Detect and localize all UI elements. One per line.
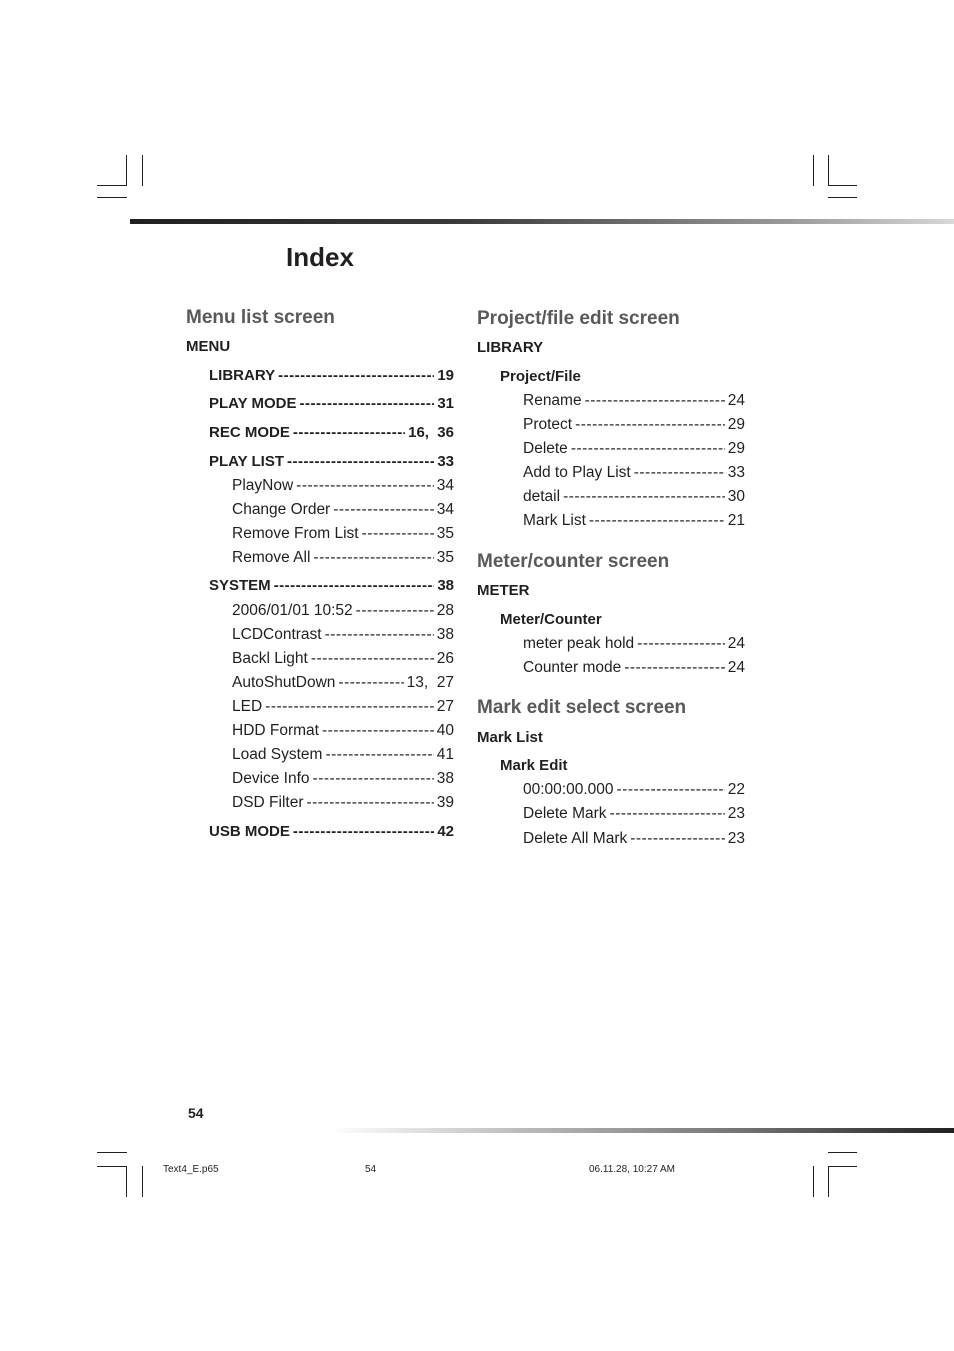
- crop-mark: [828, 155, 829, 186]
- index-entry: [232, 626, 454, 644]
- entry-label: Remove All: [232, 549, 311, 566]
- entry-page: 38: [436, 770, 454, 787]
- category-menu: MENU: [186, 338, 231, 355]
- entry-page: 24: [727, 635, 745, 652]
- entry-label: 2006/01/01 10:52: [232, 602, 353, 619]
- entry-label: Change Order: [232, 501, 331, 518]
- entry-label: Counter mode: [523, 659, 622, 676]
- category-library: LIBRARY: [477, 339, 544, 356]
- entry-label: DSD Filter: [232, 794, 304, 811]
- crop-mark: [828, 1152, 857, 1153]
- subcategory-meter-counter: Meter/Counter: [500, 611, 602, 628]
- crop-mark: [126, 1166, 127, 1197]
- crop-mark: [813, 1166, 814, 1197]
- crop-mark: [828, 185, 857, 186]
- index-entry: [232, 722, 454, 740]
- index-entry: [209, 395, 454, 412]
- entry-label: LIBRARY: [209, 367, 276, 384]
- index-entry: [209, 367, 454, 384]
- entry-page: 34: [436, 477, 454, 494]
- footer-file: Text4_E.p65: [163, 1164, 219, 1175]
- entry-label: PlayNow: [232, 477, 294, 494]
- entry-label: PLAY MODE: [209, 395, 297, 412]
- subcategory-project-file: Project/File: [500, 368, 581, 385]
- crop-mark: [813, 155, 814, 186]
- index-entry: [232, 477, 454, 495]
- entry-label: SYSTEM: [209, 577, 271, 594]
- entry-page: 24: [727, 659, 745, 676]
- footer-rule: [330, 1128, 954, 1133]
- entry-page: 41: [436, 746, 454, 763]
- index-entry: [523, 488, 745, 506]
- entry-label: Backl Light: [232, 650, 308, 667]
- crop-mark: [828, 1166, 857, 1167]
- entry-page: 27: [436, 698, 454, 715]
- index-entry: [232, 674, 454, 692]
- index-entry: [209, 453, 454, 470]
- section-heading-meter-counter: Meter/counter screen: [477, 551, 670, 572]
- entry-label: Delete Mark: [523, 805, 607, 822]
- category-meter: METER: [477, 582, 530, 599]
- entry-page: 21: [727, 512, 745, 529]
- entry-page: 33: [437, 453, 454, 470]
- section-heading-menu-list: Menu list screen: [186, 307, 335, 328]
- entry-label: Protect: [523, 416, 573, 433]
- entry-label: Device Info: [232, 770, 310, 787]
- crop-mark: [97, 1152, 127, 1153]
- subcategory-mark-edit: Mark Edit: [500, 757, 568, 774]
- entry-label: LCDContrast: [232, 626, 322, 643]
- index-entry: [523, 659, 745, 677]
- index-entry: [523, 392, 745, 410]
- index-entry: [232, 746, 454, 764]
- index-entry: [523, 830, 745, 848]
- index-entry: [209, 424, 454, 441]
- entry-label: Add to Play List: [523, 464, 631, 481]
- entry-label: Load System: [232, 746, 323, 763]
- entry-page: 29: [727, 416, 745, 433]
- entry-label: Remove From List: [232, 525, 359, 542]
- entry-page: 30: [727, 488, 745, 505]
- index-entry: [232, 770, 454, 788]
- crop-mark: [142, 1166, 143, 1197]
- entry-label: LED: [232, 698, 263, 715]
- entry-page: 13, 27: [406, 674, 454, 691]
- index-entry: [232, 549, 454, 567]
- entry-label: Mark List: [523, 512, 586, 529]
- entry-label: AutoShutDown: [232, 674, 336, 691]
- index-entry: [232, 525, 454, 543]
- index-entry: [209, 577, 454, 594]
- entry-page: 29: [727, 440, 745, 457]
- entry-label: Rename: [523, 392, 582, 409]
- crop-mark: [97, 197, 127, 198]
- crop-mark: [126, 155, 127, 186]
- entry-page: 39: [436, 794, 454, 811]
- page-title: Index: [286, 242, 354, 272]
- section-heading-project-file: Project/file edit screen: [477, 308, 680, 329]
- index-entry: [232, 698, 454, 716]
- page-number: 54: [188, 1105, 204, 1121]
- entry-page: 28: [436, 602, 454, 619]
- index-entry: [523, 805, 745, 823]
- index-entry: [523, 464, 745, 482]
- index-entry: [232, 650, 454, 668]
- index-entry: [523, 440, 745, 458]
- index-entry: [523, 635, 745, 653]
- entry-page: 26: [436, 650, 454, 667]
- index-entry: [232, 501, 454, 519]
- entry-page: 16, 36: [408, 424, 454, 441]
- index-entry: [232, 602, 454, 620]
- crop-mark: [142, 155, 143, 186]
- entry-page: 33: [727, 464, 745, 481]
- entry-page: 34: [436, 501, 454, 518]
- crop-mark: [97, 1166, 127, 1167]
- entry-page: 22: [727, 781, 745, 798]
- header-rule: [130, 219, 954, 224]
- entry-page: 35: [436, 525, 454, 542]
- entry-page: 19: [437, 367, 454, 384]
- category-mark-list: Mark List: [477, 729, 543, 746]
- entry-label: detail: [523, 488, 561, 505]
- entry-page: 38: [437, 577, 454, 594]
- index-entry: [523, 512, 745, 530]
- entry-page: 38: [436, 626, 454, 643]
- crop-mark: [828, 197, 857, 198]
- index-entry: [523, 781, 745, 799]
- entry-page: 24: [727, 392, 745, 409]
- section-heading-mark-edit: Mark edit select screen: [477, 697, 687, 718]
- entry-page: 40: [436, 722, 454, 739]
- entry-page: 23: [727, 830, 745, 847]
- entry-label: PLAY LIST: [209, 453, 285, 470]
- index-entry: [209, 823, 454, 840]
- entry-label: Delete: [523, 440, 568, 457]
- entry-label: 00:00:00.000: [523, 781, 614, 798]
- entry-page: 42: [437, 823, 454, 840]
- index-entry: [232, 794, 454, 812]
- entry-page: 35: [436, 549, 454, 566]
- crop-mark: [97, 185, 127, 186]
- entry-page: 23: [727, 805, 745, 822]
- entry-label: USB MODE: [209, 823, 290, 840]
- footer-page: 54: [365, 1164, 377, 1175]
- entry-label: meter peak hold: [523, 635, 635, 652]
- crop-mark: [828, 1166, 829, 1197]
- index-entry: [523, 416, 745, 434]
- entry-label: REC MODE: [209, 424, 290, 441]
- entry-label: HDD Format: [232, 722, 319, 739]
- footer-timestamp: 06.11.28, 10:27 AM: [589, 1164, 675, 1175]
- entry-label: Delete All Mark: [523, 830, 628, 847]
- entry-page: 31: [437, 395, 454, 412]
